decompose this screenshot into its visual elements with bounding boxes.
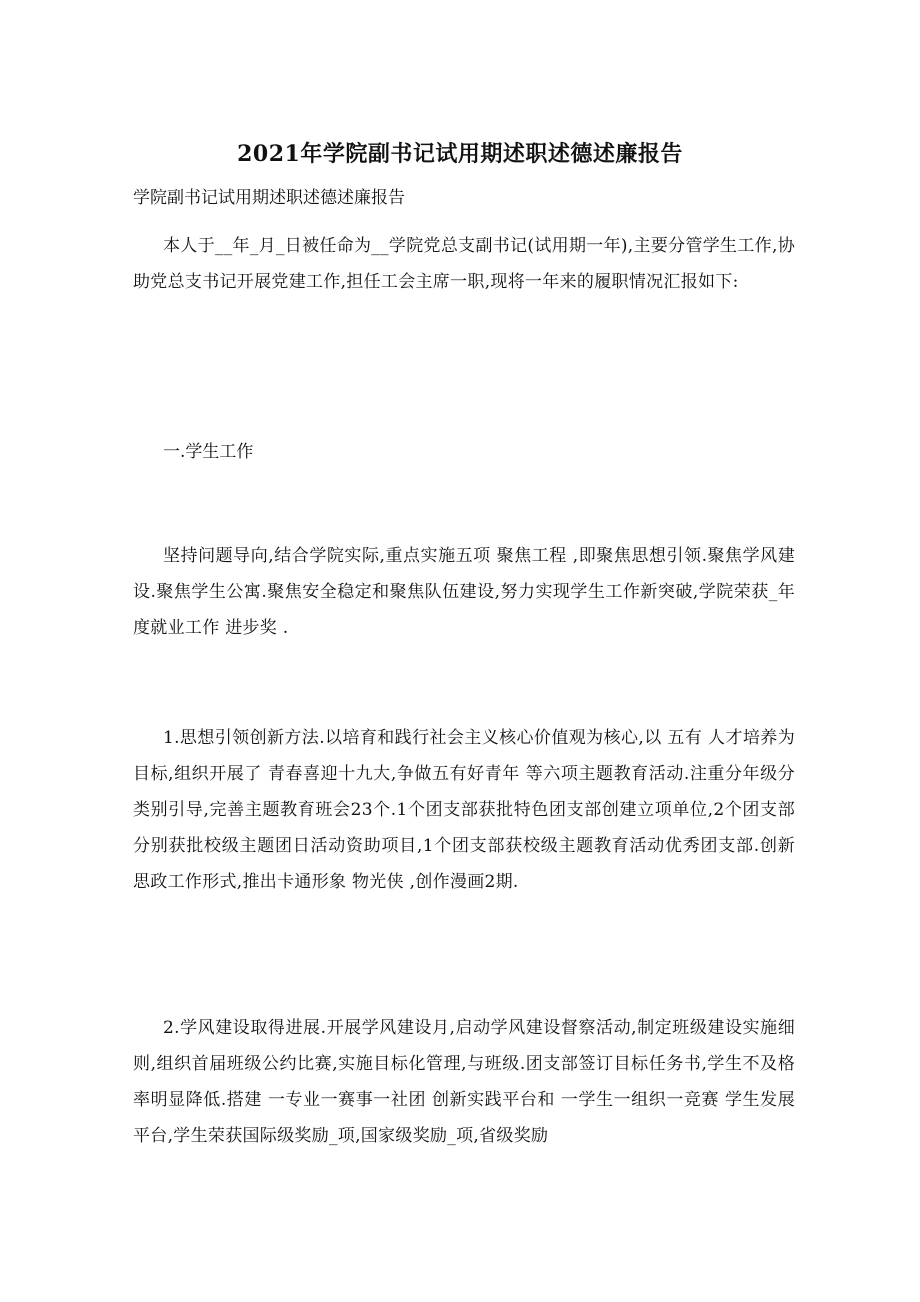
item2-paragraph: 2.学风建设取得进展.开展学风建设月,启动学风建设督察活动,制定班级建设实施细则,组织首届班级公约比赛,实施目标化管理,与班级.团支部签订目标任务书,学生不及格率明显降低.搭建 一专业一赛事一社团 创新实践平台和 一学生一组织一竞赛 学生发展平台,学生荣获国际级奖励_项,国家级奖励_项,省级奖励 <box>133 1018 795 1146</box>
item1-paragraph: 1.思想引领创新方法.以培育和践行社会主义核心价值观为核心,以 五有 人才培养为目标,组织开展了 青春喜迎十九大,争做五有好青年 等六项主题教育活动.注重分年级分类别引导,完善主题教育班会23个.1个团支部获批特色团支部创建立项单位,2个团支部分别获批校级主题团日活动资助项目,1个团支部获校级主题教育活动优秀团支部.创新思政工作形式,推出卡通形象 物光侠 ,创作漫画2期. <box>133 728 795 892</box>
section1-paragraph: 坚持问题导向,结合学院实际,重点实施五项 聚焦工程 ,即聚焦思想引领.聚焦学风建设.聚焦学生公寓.聚焦安全稳定和聚焦队伍建设,努力实现学生工作新突破,学院荣获_年度就业工作 进步奖 . <box>133 546 795 638</box>
section-heading-student-work: 一.学生工作 <box>163 442 254 462</box>
document-subtitle: 学院副书记试用期述职述德述廉报告 <box>133 188 405 208</box>
intro-paragraph: 本人于__年_月_日被任命为__学院党总支副书记(试用期一年),主要分管学生工作,协助党总支书记开展党建工作,担任工会主席一职,现将一年来的履职情况汇报如下: <box>133 236 795 292</box>
document-title: 2021年学院副书记试用期述职述德述廉报告 <box>237 141 683 167</box>
